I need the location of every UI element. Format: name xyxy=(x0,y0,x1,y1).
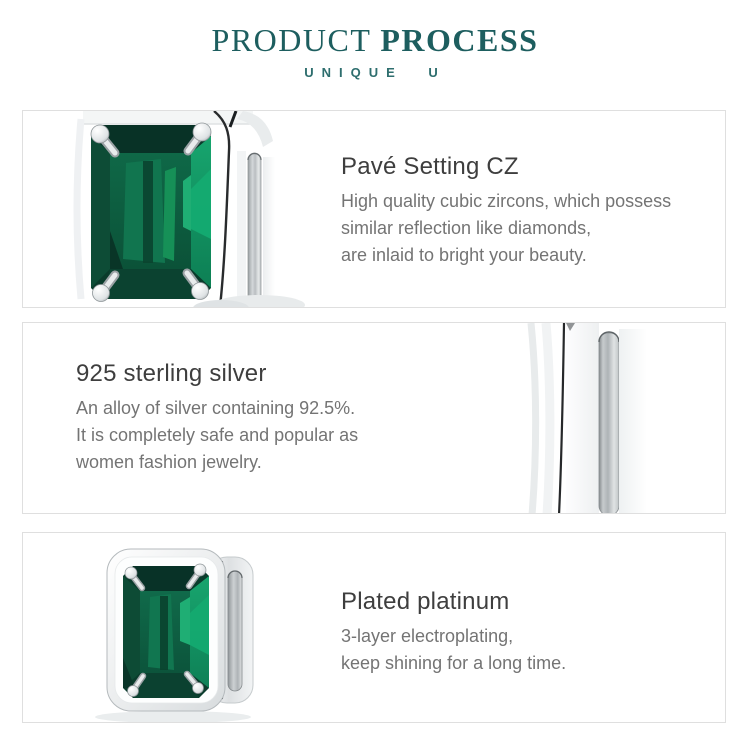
body-line: High quality cubic zircons, which possess xyxy=(341,191,672,211)
photo-silver-side-profile xyxy=(509,323,649,514)
section-heading: 925 sterling silver xyxy=(76,360,267,387)
title-word-process: PROCESS xyxy=(380,22,539,58)
section-text xyxy=(341,587,566,677)
section-text xyxy=(341,152,671,269)
page-title xyxy=(0,22,750,58)
section-pave-setting-cz xyxy=(22,110,726,308)
body-line: An alloy of silver containing 92.5%. xyxy=(76,398,356,418)
section-plated-platinum xyxy=(22,532,726,723)
body-line: 3-layer electroplating, xyxy=(341,626,514,646)
body-line: women fashion jewelry. xyxy=(76,452,262,472)
section-heading: Plated platinum xyxy=(341,588,510,615)
section-925-sterling-silver xyxy=(22,322,726,514)
body-line: are inlaid to bright your beauty. xyxy=(341,245,587,265)
page-subtitle: UNIQUE U xyxy=(304,65,446,80)
body-line: similar reflection like diamonds, xyxy=(341,218,592,238)
title-word-product: PRODUCT xyxy=(211,22,372,58)
photo-platinum-charm xyxy=(23,533,343,723)
header xyxy=(0,22,750,80)
body-line: It is completely safe and popular as xyxy=(76,425,359,445)
section-heading: Pavé Setting CZ xyxy=(341,153,519,180)
photo-emerald-cz-closeup xyxy=(23,111,333,307)
section-text xyxy=(76,359,358,476)
body-line: keep shining for a long time. xyxy=(341,653,567,673)
